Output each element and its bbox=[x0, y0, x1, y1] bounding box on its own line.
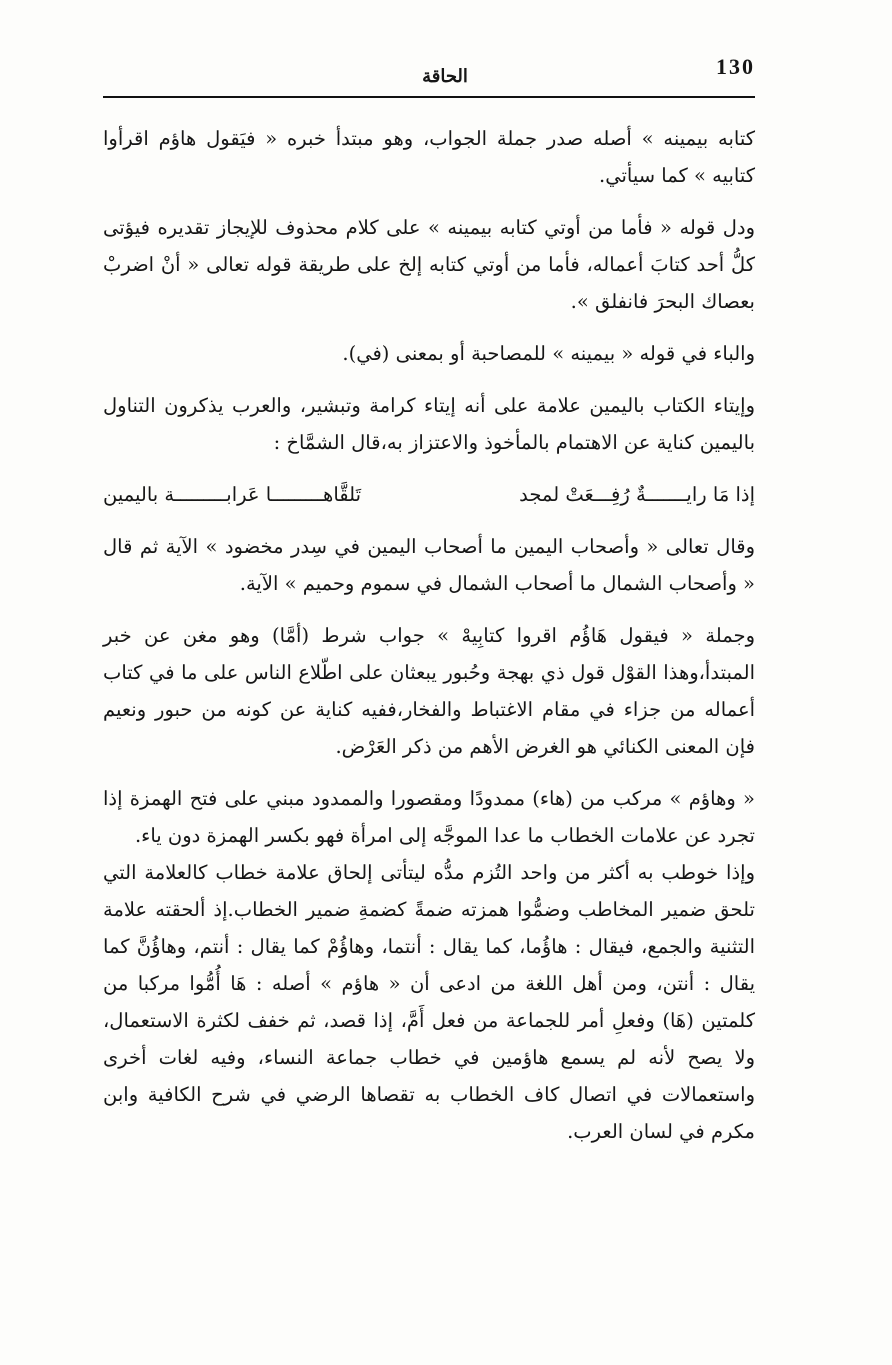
page-number: 130 bbox=[716, 54, 755, 79]
paragraph-4: وإيتاء الكتاب باليمين علامة على أنه إيتاء كرامة وتبشير، والعرب يذكرون التناول باليمين كناية عن الاهتمام بالمأخوذ والاعتزاز به،قال الشمَّاخ : bbox=[103, 394, 755, 454]
paragraph-2: ودل قوله « فأما من أوتي كتابه بيمينه » على كلام محذوف للإيجاز تقديره فيؤتى كلُّ أحد كتابَ أعماله، فأما من أوتي كتابه إلخ على طريقة قوله تعالى « أنْ اضربْ بعصاك البحرَ فانفلق ». bbox=[103, 216, 755, 313]
running-title: الحاقة bbox=[422, 66, 468, 87]
paragraph-8: وإذا خوطب به أكثر من واحد التُزم مدُّه ليتأتى إلحاق علامة خطاب كالعلامة التي تلحق ضمير المخاطب وضمُّوا همزته ضمةً كضمةِ ضمير الخطاب.إذ ألحقته علامة التثنية والجمع، فيقال : هاؤُما، كما يقال : أنتما، وهاؤُمْ كما يقال : أنتم، وهاؤُنَّ كما يقال : أنتن، ومن أهل اللغة من ادعى أن « هاؤم » أصله : هَا أُمُّوا مركبا من كلمتين (هَا) وفعلِ أمر للجماعة من فعل أَمَّ، إذا قصد، ثم خفف لكثرة الاستعمال، ولا يصح لأنه لم يسمع هاؤمين في خطاب جماعة النساء، وفيه لغات أخرى واستعمالات في اتصال كاف الخطاب به تقصاها الرضي في شرح الكافية وابن مكرم في لسان العرب. bbox=[103, 861, 755, 1143]
paragraph-1: كتابه بيمينه » أصله صدر جملة الجواب، وهو مبتدأ خبره « فيَقول هاؤم اقرأوا كتابيه » كما سيأتي. bbox=[103, 127, 755, 187]
paragraph-3: والباء في قوله « بيمينه » للمصاحبة أو بمعنى (في). bbox=[342, 342, 755, 365]
paragraph-7: « وهاؤم » مركب من (هاء) ممدودًا ومقصورا والممدود مبني على فتح الهمزة إذا تجرد عن علامات الخطاب ما عدا الموجَّه إلى امرأة فهو بكسر الهمزة دون ياء. bbox=[103, 787, 755, 847]
verse-second-hemistich: تَلقَّاهـــــــــا عَرابـــــــــة باليمين bbox=[103, 483, 362, 506]
header-rule bbox=[103, 96, 755, 98]
paragraph-5: وقال تعالى « وأصحاب اليمين ما أصحاب اليمين في سِدر مخضود » الآية ثم قال « وأصحاب الشمال ما أصحاب الشمال في سموم وحميم » الآية. bbox=[103, 535, 755, 595]
page-header bbox=[0, 0, 892, 100]
poetry-verse bbox=[103, 476, 755, 513]
page-body bbox=[103, 120, 755, 1150]
paragraph-6: وجملة « فيقول هَاؤُم اقروا كتابِيهْ » جواب شرط (أمَّا) وهو مغن عن خبر المبتدأ،وهذا القوْل قول ذي بهجة وحُبور يبعثان على اطّلاع الناس على ما في كتاب أعماله من جزاء في مقام الاغتباط والفخار،ففيه كناية عن كونه من حبور ونعيم فإن المعنى الكنائي هو الغرض الأهم من ذكر العَرْض. bbox=[103, 624, 755, 758]
verse-first-hemistich: إذا مَا رايـــــــةٌ رُفِـــعَتْ لمجد bbox=[519, 483, 755, 506]
